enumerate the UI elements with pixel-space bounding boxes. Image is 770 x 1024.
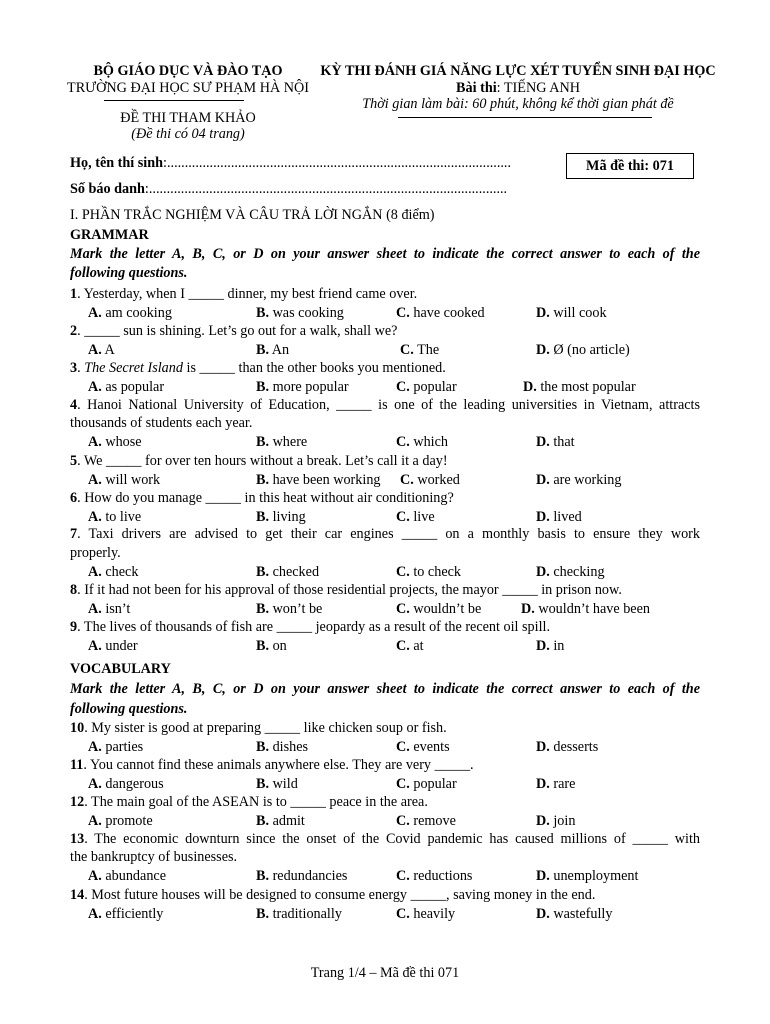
- left-header-rule: [104, 100, 244, 101]
- option-letter: D.: [536, 775, 550, 792]
- option-letter: A.: [88, 637, 102, 654]
- option-text: worked: [413, 471, 460, 488]
- option-text: in: [549, 637, 565, 654]
- option-letter: D.: [536, 738, 550, 755]
- option-letter: C.: [396, 378, 410, 395]
- option-letter: D.: [536, 471, 550, 488]
- option-text: desserts: [549, 738, 599, 755]
- option-letter: A.: [88, 433, 102, 450]
- option-text: The: [413, 341, 440, 358]
- grammar-q9-option-a: [88, 638, 138, 655]
- option-text: abundance: [101, 867, 167, 884]
- option-letter: D.: [523, 378, 537, 395]
- option-letter: D.: [536, 508, 550, 525]
- grammar-question-3: [70, 360, 446, 377]
- grammar-q8-option-c: [396, 601, 481, 618]
- option-text: popular: [409, 775, 457, 792]
- question-punct: .: [77, 360, 85, 376]
- subject-label: Bài thi: [456, 80, 497, 96]
- option-text: lived: [549, 508, 582, 525]
- option-text: events: [409, 738, 450, 755]
- ministry-name: BỘ GIÁO DỤC VÀ ĐÀO TẠO: [93, 63, 283, 79]
- option-letter: A.: [88, 563, 102, 580]
- grammar-instruction: Mark the letter A, B, C, or D on your answer sheet to indicate the correct answer to each of the: [70, 246, 700, 262]
- grammar-q7-option-b: [256, 564, 319, 581]
- grammar-q6-option-d: [536, 509, 582, 526]
- option-text: efficiently: [101, 905, 164, 922]
- option-text: A: [101, 341, 115, 358]
- vocabulary-q10-option-a: [88, 739, 143, 756]
- subject-value: : TIẾNG ANH: [496, 80, 580, 96]
- vocabulary-q14-option-d: [536, 906, 612, 923]
- grammar-question-4: [70, 397, 700, 414]
- right-header-rule: [398, 117, 652, 118]
- option-text: wastefully: [549, 905, 613, 922]
- question-number: 4: [70, 397, 78, 413]
- grammar-heading: GRAMMAR: [70, 227, 149, 243]
- option-text: join: [549, 812, 576, 829]
- question-text: is _____ than the other books you mentioned.: [182, 360, 446, 376]
- grammar-q8-option-d: [521, 601, 650, 618]
- option-letter: D.: [536, 304, 550, 321]
- question-text: . _____ sun is shining. Let’s go out for a walk, shall we?: [77, 323, 398, 339]
- grammar-q4-option-b: [256, 434, 307, 451]
- vocabulary-question-12: [70, 794, 428, 811]
- vocabulary-q13-option-b: [256, 868, 347, 885]
- option-letter: D.: [536, 637, 550, 654]
- option-text: checked: [269, 563, 320, 580]
- option-text: dangerous: [101, 775, 164, 792]
- grammar-q7-option-c: [396, 564, 461, 581]
- section-title: I. PHẦN TRẮC NGHIỆM VÀ CÂU TRẢ LỜI NGẮN (8 điểm): [70, 207, 435, 223]
- grammar-q4-option-c: [396, 434, 448, 451]
- option-text: more popular: [269, 378, 349, 395]
- question-text: . Taxi drivers are advised to get their car engines _____ on a monthly basis to ensure they work: [77, 526, 700, 542]
- grammar-q4-option-d: [536, 434, 575, 451]
- vocabulary-q12-option-d: [536, 813, 575, 830]
- grammar-q1-option-d: [536, 305, 607, 322]
- question-number: 14: [70, 887, 85, 903]
- grammar-q2-option-b: [256, 342, 289, 359]
- option-text: under: [101, 637, 138, 654]
- grammar-q9-option-d: [536, 638, 564, 655]
- question-number: 5: [70, 453, 78, 469]
- page-footer: Trang 1/4 – Mã đề thi 071: [310, 965, 460, 981]
- option-text: remove: [409, 812, 456, 829]
- candidate-id-dots: :.....................................................................................................: [144, 181, 508, 197]
- option-letter: C.: [396, 867, 410, 884]
- option-letter: B.: [256, 905, 270, 922]
- question-number: 8: [70, 582, 78, 598]
- grammar-q4-option-a: [88, 434, 142, 451]
- vocabulary-q10-option-b: [256, 739, 308, 756]
- option-text: on: [269, 637, 287, 654]
- grammar-question-7: [70, 526, 700, 543]
- option-text: am cooking: [101, 304, 172, 321]
- option-letter: B.: [256, 341, 270, 358]
- option-letter: D.: [536, 812, 550, 829]
- option-letter: D.: [536, 867, 550, 884]
- candidate-name-line: [70, 155, 511, 172]
- question-number: 6: [70, 490, 78, 506]
- option-text: to live: [101, 508, 142, 525]
- grammar-q6-option-c: [396, 509, 435, 526]
- option-letter: A.: [88, 867, 102, 884]
- exam-title: KỲ THI ĐÁNH GIÁ NĂNG LỰC XÉT TUYỂN SINH ĐẠI HỌC: [320, 63, 716, 79]
- question-number: 11: [70, 757, 84, 773]
- question-title-italic: The Secret Island: [84, 360, 183, 376]
- vocabulary-question-13: [70, 831, 700, 848]
- option-letter: B.: [256, 812, 270, 829]
- option-letter: A.: [88, 471, 102, 488]
- option-letter: C.: [396, 508, 410, 525]
- grammar-q3-option-b: [256, 379, 349, 396]
- grammar-question-8: [70, 582, 622, 599]
- university-name: TRƯỜNG ĐẠI HỌC SƯ PHẠM HÀ NỘI: [67, 80, 309, 96]
- vocabulary-q13-option-a: [88, 868, 166, 885]
- option-text: Ø (no article): [549, 341, 630, 358]
- option-text: redundancies: [269, 867, 348, 884]
- vocabulary-question-13-cont: the bankruptcy of businesses.: [70, 849, 238, 865]
- grammar-question-1: [70, 286, 417, 303]
- option-text: living: [269, 508, 306, 525]
- option-letter: D.: [536, 433, 550, 450]
- grammar-question-9: [70, 619, 550, 636]
- option-letter: A.: [88, 775, 102, 792]
- option-letter: A.: [88, 304, 102, 321]
- vocabulary-q12-option-a: [88, 813, 153, 830]
- candidate-name-dots: :.................................................................................................: [163, 155, 512, 171]
- option-letter: D.: [536, 563, 550, 580]
- option-text: have cooked: [409, 304, 485, 321]
- question-number: 2: [70, 323, 78, 339]
- option-letter: B.: [256, 378, 270, 395]
- candidate-id-label: Số báo danh: [70, 181, 145, 197]
- option-letter: C.: [396, 637, 410, 654]
- option-letter: C.: [396, 905, 410, 922]
- grammar-q3-option-a: [88, 379, 164, 396]
- grammar-q3-option-d: [523, 379, 636, 396]
- option-text: won’t be: [269, 600, 323, 617]
- option-letter: B.: [256, 563, 270, 580]
- question-text: . The economic downturn since the onset of the Covid pandemic has caused millions of _____ with: [84, 831, 700, 847]
- option-text: which: [409, 433, 449, 450]
- exam-code-box: Mã đề thi: 071: [566, 153, 694, 179]
- question-number: 3: [70, 360, 78, 376]
- grammar-q9-option-b: [256, 638, 287, 655]
- option-text: admit: [269, 812, 305, 829]
- question-text: . Hanoi National University of Education, _____ is one of the leading universities in Vietnam, attracts: [77, 397, 700, 413]
- option-text: parties: [101, 738, 144, 755]
- vocabulary-q10-option-d: [536, 739, 598, 756]
- grammar-q5-option-a: [88, 472, 160, 489]
- option-text: promote: [101, 812, 153, 829]
- option-text: will cook: [549, 304, 607, 321]
- option-text: that: [549, 433, 575, 450]
- grammar-q3-option-c: [396, 379, 457, 396]
- option-letter: C.: [396, 812, 410, 829]
- grammar-q7-option-d: [536, 564, 605, 581]
- option-text: wouldn’t have been: [534, 600, 650, 617]
- vocabulary-q14-option-b: [256, 906, 342, 923]
- question-text: . You cannot find these animals anywhere else. They are very _____.: [83, 757, 474, 773]
- grammar-question-4-cont: thousands of students each year.: [70, 415, 253, 431]
- option-text: live: [409, 508, 435, 525]
- grammar-question-2: [70, 323, 397, 340]
- question-text: . The lives of thousands of fish are _____ jeopardy as a result of the recent oil spill.: [77, 619, 551, 635]
- option-letter: A.: [88, 905, 102, 922]
- question-number: 1: [70, 286, 78, 302]
- grammar-instruction-cont: following questions.: [70, 265, 188, 281]
- grammar-q9-option-c: [396, 638, 424, 655]
- question-text: . If it had not been for his approval of those residential projects, the mayor _____ in prison now.: [77, 582, 622, 598]
- grammar-q5-option-d: [536, 472, 622, 489]
- option-text: to check: [409, 563, 462, 580]
- grammar-q7-option-a: [88, 564, 138, 581]
- option-letter: C.: [400, 471, 414, 488]
- option-letter: B.: [256, 600, 270, 617]
- page-count-note: (Đề thi có 04 trang): [131, 126, 245, 142]
- question-text: . Most future houses will be designed to consume energy _____, saving money in the end.: [84, 887, 596, 903]
- option-text: the most popular: [536, 378, 636, 395]
- grammar-q6-option-b: [256, 509, 306, 526]
- question-text: . We _____ for over ten hours without a break. Let’s call it a day!: [77, 453, 448, 469]
- option-letter: B.: [256, 867, 270, 884]
- vocabulary-q14-option-a: [88, 906, 163, 923]
- grammar-question-6: [70, 490, 454, 507]
- question-number: 12: [70, 794, 85, 810]
- grammar-q1-option-a: [88, 305, 172, 322]
- option-text: traditionally: [269, 905, 342, 922]
- option-text: at: [409, 637, 424, 654]
- option-letter: C.: [400, 341, 414, 358]
- option-text: was cooking: [269, 304, 344, 321]
- question-text: . My sister is good at preparing _____ like chicken soup or fish.: [84, 720, 447, 736]
- option-text: have been working: [269, 471, 381, 488]
- question-number: 9: [70, 619, 78, 635]
- option-text: where: [269, 433, 308, 450]
- candidate-name-label: Họ, tên thí sinh: [70, 155, 164, 171]
- vocabulary-question-14: [70, 887, 595, 904]
- vocabulary-q13-option-c: [396, 868, 472, 885]
- vocabulary-question-10: [70, 720, 447, 737]
- question-number: 10: [70, 720, 85, 736]
- vocabulary-q12-option-b: [256, 813, 305, 830]
- option-letter: A.: [88, 812, 102, 829]
- vocabulary-q14-option-c: [396, 906, 455, 923]
- grammar-q1-option-b: [256, 305, 344, 322]
- question-text: . Yesterday, when I _____ dinner, my best friend came over.: [77, 286, 418, 302]
- question-number: 13: [70, 831, 85, 847]
- grammar-q2-option-c: [400, 342, 439, 359]
- option-letter: C.: [396, 600, 410, 617]
- option-letter: A.: [88, 341, 102, 358]
- option-text: dishes: [269, 738, 309, 755]
- vocabulary-q11-option-d: [536, 776, 575, 793]
- option-text: heavily: [409, 905, 456, 922]
- option-letter: B.: [256, 738, 270, 755]
- option-letter: B.: [256, 304, 270, 321]
- option-letter: D.: [536, 905, 550, 922]
- grammar-q8-option-a: [88, 601, 130, 618]
- option-text: are working: [549, 471, 622, 488]
- exam-subject: [318, 80, 718, 97]
- option-letter: B.: [256, 637, 270, 654]
- vocabulary-instruction-cont: following questions.: [70, 701, 188, 717]
- question-number: 7: [70, 526, 78, 542]
- grammar-q5-option-b: [256, 472, 381, 489]
- vocabulary-q11-option-a: [88, 776, 164, 793]
- option-text: rare: [549, 775, 576, 792]
- exam-duration: Thời gian làm bài: 60 phút, không kể thời gian phát đề: [362, 96, 674, 112]
- option-letter: C.: [396, 738, 410, 755]
- option-text: will work: [101, 471, 161, 488]
- vocabulary-q13-option-d: [536, 868, 638, 885]
- grammar-q5-option-c: [400, 472, 460, 489]
- option-letter: B.: [256, 508, 270, 525]
- vocabulary-question-11: [70, 757, 474, 774]
- option-letter: A.: [88, 738, 102, 755]
- option-letter: C.: [396, 304, 410, 321]
- option-text: popular: [409, 378, 457, 395]
- option-text: wouldn’t be: [409, 600, 482, 617]
- grammar-q2-option-a: [88, 342, 115, 359]
- candidate-id-line: [70, 181, 507, 198]
- grammar-question-5: [70, 453, 448, 470]
- vocabulary-q12-option-c: [396, 813, 456, 830]
- option-letter: B.: [256, 775, 270, 792]
- grammar-q1-option-c: [396, 305, 485, 322]
- option-letter: A.: [88, 378, 102, 395]
- option-text: check: [101, 563, 139, 580]
- option-letter: A.: [88, 508, 102, 525]
- option-text: reductions: [409, 867, 473, 884]
- question-text: . The main goal of the ASEAN is to _____ peace in the area.: [84, 794, 428, 810]
- option-letter: C.: [396, 433, 410, 450]
- vocabulary-heading: VOCABULARY: [70, 661, 171, 677]
- grammar-question-7-cont: properly.: [70, 545, 121, 561]
- grammar-q6-option-a: [88, 509, 141, 526]
- option-text: whose: [101, 433, 142, 450]
- option-letter: D.: [521, 600, 535, 617]
- grammar-q2-option-d: [536, 342, 630, 359]
- option-text: wild: [269, 775, 298, 792]
- question-text: . How do you manage _____ in this heat without air conditioning?: [77, 490, 454, 506]
- option-letter: A.: [88, 600, 102, 617]
- option-letter: B.: [256, 433, 270, 450]
- option-text: checking: [549, 563, 605, 580]
- option-text: isn’t: [101, 600, 131, 617]
- option-text: An: [269, 341, 290, 358]
- vocabulary-q11-option-c: [396, 776, 457, 793]
- vocabulary-q11-option-b: [256, 776, 298, 793]
- exam-type: ĐỀ THI THAM KHẢO: [120, 110, 256, 126]
- option-text: unemployment: [549, 867, 639, 884]
- option-letter: D.: [536, 341, 550, 358]
- option-letter: C.: [396, 563, 410, 580]
- option-text: as popular: [101, 378, 165, 395]
- vocabulary-instruction: Mark the letter A, B, C, or D on your answer sheet to indicate the correct answer to each of the: [70, 681, 700, 697]
- vocabulary-q10-option-c: [396, 739, 450, 756]
- option-letter: B.: [256, 471, 270, 488]
- grammar-q8-option-b: [256, 601, 322, 618]
- option-letter: C.: [396, 775, 410, 792]
